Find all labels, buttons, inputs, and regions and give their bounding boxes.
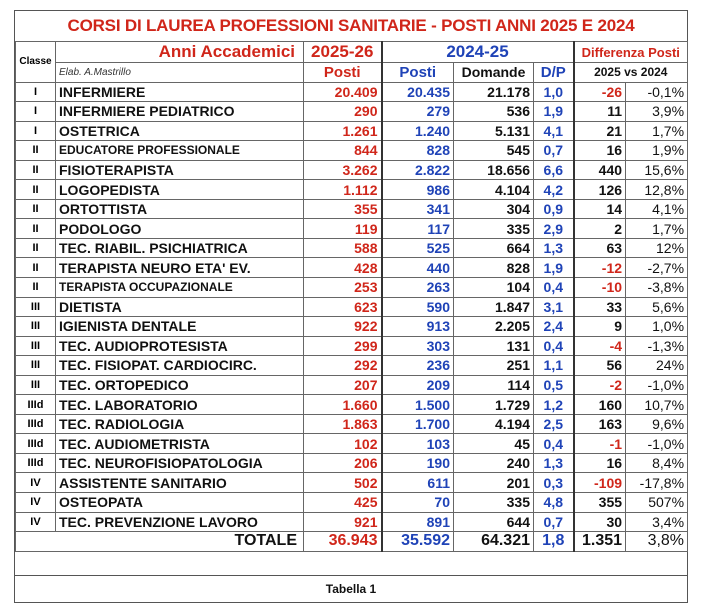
row-diff: -10 — [574, 278, 626, 298]
row-diff: 160 — [574, 395, 626, 415]
row-pct: -0,1% — [626, 82, 688, 102]
row-posti-2025: 922 — [304, 317, 382, 337]
row-dp: 1,3 — [534, 238, 574, 258]
table-row — [16, 219, 688, 239]
row-diff: -26 — [574, 82, 626, 102]
row-posti-2024: 103 — [382, 434, 454, 454]
row-posti-2025: 355 — [304, 199, 382, 219]
table-row — [16, 336, 688, 356]
row-domande: 644 — [454, 512, 534, 532]
row-profession: INFERMIERE — [56, 82, 304, 102]
row-dp: 0,3 — [534, 473, 574, 493]
row-classe: III — [16, 317, 56, 337]
row-posti-2025: 1.660 — [304, 395, 382, 415]
row-classe: IIId — [16, 395, 56, 415]
row-posti-2025: 623 — [304, 297, 382, 317]
posti-table — [15, 41, 688, 552]
header-differenza: Differenza Posti — [574, 42, 688, 63]
row-profession: TERAPISTA OCCUPAZIONALE — [56, 278, 304, 298]
row-pct: 5,6% — [626, 297, 688, 317]
table-row — [16, 180, 688, 200]
row-domande: 5.131 — [454, 121, 534, 141]
table-row — [16, 278, 688, 298]
row-diff: -2 — [574, 375, 626, 395]
row-domande: 1.847 — [454, 297, 534, 317]
row-posti-2024: 117 — [382, 219, 454, 239]
table-row — [16, 317, 688, 337]
row-domande: 545 — [454, 141, 534, 161]
row-dp: 0,4 — [534, 278, 574, 298]
row-posti-2025: 3.262 — [304, 160, 382, 180]
row-dp: 1,3 — [534, 453, 574, 473]
row-profession: TEC. ORTOPEDICO — [56, 375, 304, 395]
row-diff: 355 — [574, 493, 626, 513]
row-profession: TEC. FISIOPAT. CARDIOCIRC. — [56, 356, 304, 376]
table-row — [16, 238, 688, 258]
row-pct: -3,8% — [626, 278, 688, 298]
row-posti-2025: 119 — [304, 219, 382, 239]
total-pct: 3,8% — [626, 532, 688, 552]
total-domande: 64.321 — [454, 532, 534, 552]
total-label: TOTALE — [16, 532, 304, 552]
table-frame — [14, 10, 688, 603]
row-posti-2024: 70 — [382, 493, 454, 513]
total-posti-2025: 36.943 — [304, 532, 382, 552]
row-classe: IV — [16, 473, 56, 493]
row-classe: III — [16, 375, 56, 395]
row-pct: 1,7% — [626, 121, 688, 141]
row-classe: II — [16, 278, 56, 298]
row-diff: 2 — [574, 219, 626, 239]
table-row — [16, 512, 688, 532]
row-classe: III — [16, 297, 56, 317]
row-dp: 4,2 — [534, 180, 574, 200]
row-pct: 1,9% — [626, 141, 688, 161]
row-posti-2024: 891 — [382, 512, 454, 532]
row-posti-2024: 209 — [382, 375, 454, 395]
table-row — [16, 453, 688, 473]
row-classe: IV — [16, 512, 56, 532]
row-classe: II — [16, 238, 56, 258]
row-classe: I — [16, 102, 56, 122]
header-row-1 — [16, 42, 688, 63]
row-diff: 21 — [574, 121, 626, 141]
row-classe: IV — [16, 493, 56, 513]
row-classe: IIId — [16, 414, 56, 434]
row-profession: TEC. RADIOLOGIA — [56, 414, 304, 434]
row-classe: II — [16, 258, 56, 278]
row-diff: -109 — [574, 473, 626, 493]
row-dp: 0,9 — [534, 199, 574, 219]
row-domande: 4.194 — [454, 414, 534, 434]
table-row — [16, 199, 688, 219]
row-profession: PODOLOGO — [56, 219, 304, 239]
row-posti-2024: 341 — [382, 199, 454, 219]
total-diff: 1.351 — [574, 532, 626, 552]
row-dp: 0,7 — [534, 512, 574, 532]
header-domande: Domande — [454, 63, 534, 83]
table-row — [16, 102, 688, 122]
row-domande: 4.104 — [454, 180, 534, 200]
table-row — [16, 160, 688, 180]
row-profession: TEC. AUDIOMETRISTA — [56, 434, 304, 454]
table-row — [16, 414, 688, 434]
row-posti-2025: 299 — [304, 336, 382, 356]
row-dp: 1,2 — [534, 395, 574, 415]
row-profession: OSTETRICA — [56, 121, 304, 141]
row-profession: TEC. PREVENZIONE LAVORO — [56, 512, 304, 532]
table-row — [16, 297, 688, 317]
header-posti-2024: Posti — [382, 63, 454, 83]
row-profession: EDUCATORE PROFESSIONALE — [56, 141, 304, 161]
row-posti-2024: 236 — [382, 356, 454, 376]
row-posti-2024: 611 — [382, 473, 454, 493]
row-domande: 18.656 — [454, 160, 534, 180]
row-posti-2025: 1.261 — [304, 121, 382, 141]
row-pct: 12% — [626, 238, 688, 258]
row-diff: 163 — [574, 414, 626, 434]
row-diff: 11 — [574, 102, 626, 122]
row-pct: 3,4% — [626, 512, 688, 532]
row-domande: 45 — [454, 434, 534, 454]
row-profession: TEC. NEUROFISIOPATOLOGIA — [56, 453, 304, 473]
row-domande: 104 — [454, 278, 534, 298]
row-diff: 440 — [574, 160, 626, 180]
row-profession: ORTOTTISTA — [56, 199, 304, 219]
row-diff: 16 — [574, 141, 626, 161]
row-posti-2024: 279 — [382, 102, 454, 122]
row-dp: 1,0 — [534, 82, 574, 102]
row-profession: IGIENISTA DENTALE — [56, 317, 304, 337]
row-pct: 8,4% — [626, 453, 688, 473]
row-posti-2024: 913 — [382, 317, 454, 337]
row-classe: III — [16, 356, 56, 376]
header-row-2 — [16, 63, 688, 83]
row-classe: II — [16, 160, 56, 180]
row-profession: TEC. LABORATORIO — [56, 395, 304, 415]
row-pct: 24% — [626, 356, 688, 376]
row-diff: 16 — [574, 453, 626, 473]
row-domande: 2.205 — [454, 317, 534, 337]
table-row — [16, 82, 688, 102]
row-profession: INFERMIERE PEDIATRICO — [56, 102, 304, 122]
row-diff: 126 — [574, 180, 626, 200]
row-posti-2025: 290 — [304, 102, 382, 122]
table-row — [16, 395, 688, 415]
row-posti-2025: 102 — [304, 434, 382, 454]
row-posti-2025: 844 — [304, 141, 382, 161]
row-diff: 63 — [574, 238, 626, 258]
total-dp: 1,8 — [534, 532, 574, 552]
row-posti-2025: 253 — [304, 278, 382, 298]
row-domande: 1.729 — [454, 395, 534, 415]
row-dp: 1,9 — [534, 102, 574, 122]
row-posti-2025: 921 — [304, 512, 382, 532]
row-posti-2024: 440 — [382, 258, 454, 278]
row-classe: IIId — [16, 434, 56, 454]
row-classe: III — [16, 336, 56, 356]
row-pct: 15,6% — [626, 160, 688, 180]
row-posti-2025: 292 — [304, 356, 382, 376]
row-dp: 0,4 — [534, 434, 574, 454]
row-classe: II — [16, 199, 56, 219]
row-posti-2024: 263 — [382, 278, 454, 298]
row-posti-2025: 207 — [304, 375, 382, 395]
row-profession: FISIOTERAPISTA — [56, 160, 304, 180]
row-posti-2024: 1.700 — [382, 414, 454, 434]
table-row — [16, 258, 688, 278]
header-classe: Classe — [16, 42, 56, 83]
row-pct: 10,7% — [626, 395, 688, 415]
row-classe: II — [16, 141, 56, 161]
row-domande: 664 — [454, 238, 534, 258]
header-year-2024: 2024-25 — [382, 42, 574, 63]
row-domande: 201 — [454, 473, 534, 493]
row-dp: 0,5 — [534, 375, 574, 395]
row-pct: 9,6% — [626, 414, 688, 434]
row-pct: -1,0% — [626, 434, 688, 454]
row-posti-2025: 502 — [304, 473, 382, 493]
row-domande: 114 — [454, 375, 534, 395]
header-anni-accademici: Anni Accademici — [56, 42, 304, 63]
header-vs: 2025 vs 2024 — [574, 63, 688, 83]
row-profession: TEC. AUDIOPROTESISTA — [56, 336, 304, 356]
row-profession: TERAPISTA NEURO ETA' EV. — [56, 258, 304, 278]
row-dp: 0,4 — [534, 336, 574, 356]
author-credit: Elab. A.Mastrillo — [56, 63, 304, 83]
row-domande: 536 — [454, 102, 534, 122]
row-classe: II — [16, 219, 56, 239]
row-posti-2024: 303 — [382, 336, 454, 356]
row-profession: ASSISTENTE SANITARIO — [56, 473, 304, 493]
row-posti-2024: 525 — [382, 238, 454, 258]
row-posti-2024: 2.822 — [382, 160, 454, 180]
row-posti-2025: 1.863 — [304, 414, 382, 434]
row-diff: -4 — [574, 336, 626, 356]
row-posti-2024: 1.500 — [382, 395, 454, 415]
row-pct: 507% — [626, 493, 688, 513]
total-posti-2024: 35.592 — [382, 532, 454, 552]
table-row — [16, 473, 688, 493]
row-domande: 21.178 — [454, 82, 534, 102]
row-pct: 3,9% — [626, 102, 688, 122]
total-row — [16, 532, 688, 552]
table-row — [16, 356, 688, 376]
row-profession: DIETISTA — [56, 297, 304, 317]
row-pct: -1,0% — [626, 375, 688, 395]
row-diff: -1 — [574, 434, 626, 454]
row-pct: -1,3% — [626, 336, 688, 356]
row-posti-2025: 206 — [304, 453, 382, 473]
table-row — [16, 375, 688, 395]
row-posti-2025: 1.112 — [304, 180, 382, 200]
header-year-2025: 2025-26 — [304, 42, 382, 63]
row-posti-2024: 190 — [382, 453, 454, 473]
row-domande: 240 — [454, 453, 534, 473]
row-classe: I — [16, 121, 56, 141]
row-domande: 251 — [454, 356, 534, 376]
table-row — [16, 141, 688, 161]
row-dp: 3,1 — [534, 297, 574, 317]
page-title: CORSI DI LAUREA PROFESSIONI SANITARIE - POSTI ANNI 2025 E 2024 — [15, 11, 687, 42]
row-domande: 304 — [454, 199, 534, 219]
row-profession: TEC. RIABIL. PSICHIATRICA — [56, 238, 304, 258]
row-dp: 4,1 — [534, 121, 574, 141]
row-posti-2025: 425 — [304, 493, 382, 513]
row-pct: 1,0% — [626, 317, 688, 337]
row-dp: 4,8 — [534, 493, 574, 513]
row-posti-2025: 588 — [304, 238, 382, 258]
row-pct: -2,7% — [626, 258, 688, 278]
header-dp: D/P — [534, 63, 574, 83]
row-posti-2024: 828 — [382, 141, 454, 161]
row-dp: 0,7 — [534, 141, 574, 161]
row-domande: 828 — [454, 258, 534, 278]
row-posti-2024: 1.240 — [382, 121, 454, 141]
row-diff: 9 — [574, 317, 626, 337]
row-dp: 1,9 — [534, 258, 574, 278]
row-profession: LOGOPEDISTA — [56, 180, 304, 200]
table-row — [16, 121, 688, 141]
row-pct: 12,8% — [626, 180, 688, 200]
row-diff: 30 — [574, 512, 626, 532]
row-domande: 335 — [454, 493, 534, 513]
row-dp: 1,1 — [534, 356, 574, 376]
row-classe: II — [16, 180, 56, 200]
row-posti-2024: 590 — [382, 297, 454, 317]
row-diff: 33 — [574, 297, 626, 317]
row-dp: 2,5 — [534, 414, 574, 434]
row-classe: IIId — [16, 453, 56, 473]
table-row — [16, 493, 688, 513]
row-dp: 2,4 — [534, 317, 574, 337]
table-row — [16, 434, 688, 454]
row-diff: 56 — [574, 356, 626, 376]
row-posti-2025: 428 — [304, 258, 382, 278]
header-posti-2025: Posti — [304, 63, 382, 83]
row-diff: -12 — [574, 258, 626, 278]
row-pct: 4,1% — [626, 199, 688, 219]
row-pct: 1,7% — [626, 219, 688, 239]
row-dp: 6,6 — [534, 160, 574, 180]
row-posti-2024: 986 — [382, 180, 454, 200]
row-profession: OSTEOPATA — [56, 493, 304, 513]
row-domande: 335 — [454, 219, 534, 239]
row-pct: -17,8% — [626, 473, 688, 493]
row-dp: 2,9 — [534, 219, 574, 239]
row-diff: 14 — [574, 199, 626, 219]
row-domande: 131 — [454, 336, 534, 356]
row-classe: I — [16, 82, 56, 102]
table-caption: Tabella 1 — [15, 575, 687, 602]
row-posti-2024: 20.435 — [382, 82, 454, 102]
row-posti-2025: 20.409 — [304, 82, 382, 102]
